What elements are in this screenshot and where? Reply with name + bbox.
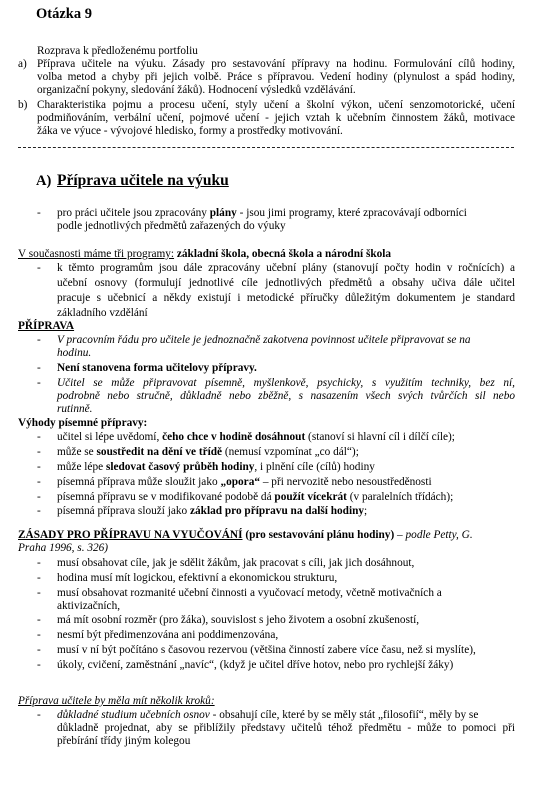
vyhody-item: může se soustředit na dění ve třídě (nemusí vzpomínat „co dál“); (57, 446, 359, 458)
vyhody-item: písemná příprava může sloužit jako „opora“ – při nervozitě nebo nesoustředěnosti (57, 476, 432, 488)
zasady-source: Praha 1996, s. 326) (18, 542, 109, 554)
topic-a-line: Příprava učitele na výuku. Zásady pro sestavování přípravy na hodinu. Formulování cílů hodiny, (37, 58, 515, 70)
topic-b-line: Charakteristika pojmu a procesu učení, styly učení a školní výkon, učení senzomotorické, učení (37, 99, 515, 111)
kroky-item: důkladně projednat, aby se přiblížily představy učitelů téhož předmětu - může to pomoci při (57, 722, 515, 734)
topic-a-marker: a) (18, 58, 27, 70)
programs-text: základního vzdělání (57, 307, 148, 319)
priprava-item: hodinu. (57, 347, 92, 359)
bullet-dash: - (37, 709, 41, 721)
zasady-heading: ZÁSADY PRO PŘÍPRAVU NA VYUČOVÁNÍ (pro sestavování plánu hodiny) – podle Petty, G. (18, 529, 473, 541)
bullet-dash: - (37, 262, 41, 274)
section-title: Příprava učitele na výuku (57, 172, 229, 189)
bullet-dash: - (37, 644, 41, 656)
zasady-item: úkoly, cvičení, zaměstnání „navíc“, (když je učitel dříve hotov, nebo pro rychlejší žáky) (57, 659, 454, 671)
dashed-divider (18, 147, 514, 148)
question-heading: Otázka 9 (36, 6, 92, 22)
bullet-dash: - (37, 334, 41, 346)
bullet-dash: - (37, 446, 41, 458)
bullet-dash: - (37, 362, 41, 374)
topic-b-line: podmiňováním, verbální učení, pojmové učení - jejich vztah k učebním činnostem žáků, motivace (37, 112, 515, 124)
list-item: pro práci učitele jsou zpracovány plány - jsou jimi programy, které zpracovávají odborníci (57, 207, 467, 219)
topic-b-line: žáka ve výuce - vývojové hledisko, formy a prostředky motivování. (37, 125, 343, 137)
zasady-item: má mít osobní rozměr (pro žáka), souvislost s jeho životem a osobní zkušeností, (57, 614, 420, 626)
bullet-dash: - (37, 476, 41, 488)
bullet-dash: - (37, 431, 41, 443)
bullet-dash: - (37, 614, 41, 626)
zasady-item: aktivizačních, (57, 600, 121, 612)
zasady-item: nesmí být předimenzována ani poddimenzována, (57, 629, 279, 641)
programs-text: k těmto programům jsou dále zpracovány učební plány (stanovují počty hodin v ročnících) a (57, 262, 515, 274)
bullet-dash: - (37, 377, 41, 389)
bullet-dash: - (37, 659, 41, 671)
bullet-dash: - (37, 587, 41, 599)
topic-b-marker: b) (18, 99, 28, 111)
topic-a-line: volba metod a chyby při jejich volbě. Práce s přípravou. Vedení hodiny (plynulost a spád hodiny, (37, 71, 515, 83)
programs-text: pracuje s učebnicí a někdy existují i metodické příručky důležitým dokumentem je standard (57, 292, 515, 304)
bullet-dash: - (37, 505, 41, 517)
bullet-dash: - (37, 629, 41, 641)
priprava-item: Není stanovena forma učitelovy přípravy. (57, 362, 257, 374)
priprava-item: podrobně nebo stručně, důkladně nebo zběžně, s nasazením všech svých tvůrčích sil nebo (57, 390, 515, 402)
vyhody-item: učitel si lépe uvědomí, čeho chce v hodině dosáhnout (stanoví si hlavní cíl i dílčí cíle); (57, 431, 455, 443)
priprava-item: rutinně. (57, 403, 93, 415)
list-item-continuation: podle jednotlivých předmětů zařazených do výuky (57, 220, 286, 232)
bullet-dash: - (37, 557, 41, 569)
bullet-dash: - (37, 461, 41, 473)
vyhody-item: písemná příprava slouží jako základ pro přípravu na další hodiny; (57, 505, 368, 517)
zasady-item: musí v ní být počítáno s časovou rezervou (většina činností zabere více času, než si myslíte), (57, 644, 476, 656)
vyhody-heading: Výhody písemné přípravy: (18, 417, 148, 429)
kroky-heading: Příprava učitele by měla mít několik kroků: (18, 695, 215, 707)
bullet-dash: - (37, 491, 41, 503)
kroky-item: důkladné studium učebních osnov - obsahují cíle, které by se měly stát „filosofií“, měly by se (57, 709, 479, 721)
programs-text: učební osnovy (formulují jednotlivé cíle jednotlivých předmětů a obsahy učiva dále učitel (57, 277, 515, 289)
zasady-item: hodina musí mít logickou, efektivní a ekonomickou strukturu, (57, 572, 338, 584)
bullet-dash: - (37, 207, 41, 219)
kroky-item: přebírání třídy jiným kolegou (57, 735, 191, 747)
priprava-item: V pracovním řádu pro učitele je jednoznačně zakotvena povinnost učitele připravovat se na (57, 334, 471, 346)
priprava-heading: PŘÍPRAVA (18, 320, 75, 332)
vyhody-item: písemná přípravu se v modifikované podobě dá použít vícekrát (v paralelních třídách); (57, 491, 454, 503)
priprava-item: Učitel se může připravovat písemně, myšlenkově, psychicky, s využitím techniky, bez ní, (57, 377, 515, 389)
zasady-item: musí obsahovat cíle, jak je sdělit žákům, jak pracovat s cíli, jak jich dosáhnout, (57, 557, 415, 569)
bullet-dash: - (37, 572, 41, 584)
vyhody-item: může lépe sledovat časový průběh hodiny, i plnění cíle (cílů) hodiny (57, 461, 375, 473)
section-letter: A) (36, 173, 52, 189)
topic-a-line: organizační pokyny, sledování žáků). Hodnocení výsledků vzdělávání. (37, 84, 356, 96)
intro-line: Rozprava k předloženému portfoliu (37, 45, 198, 57)
programs-line: V současnosti máme tři programy: základní škola, obecná škola a národní škola (18, 248, 392, 260)
zasady-item: musí obsahovat rozmanité učební činnosti a vyučovací metody, včetně motivačních a (57, 587, 442, 599)
